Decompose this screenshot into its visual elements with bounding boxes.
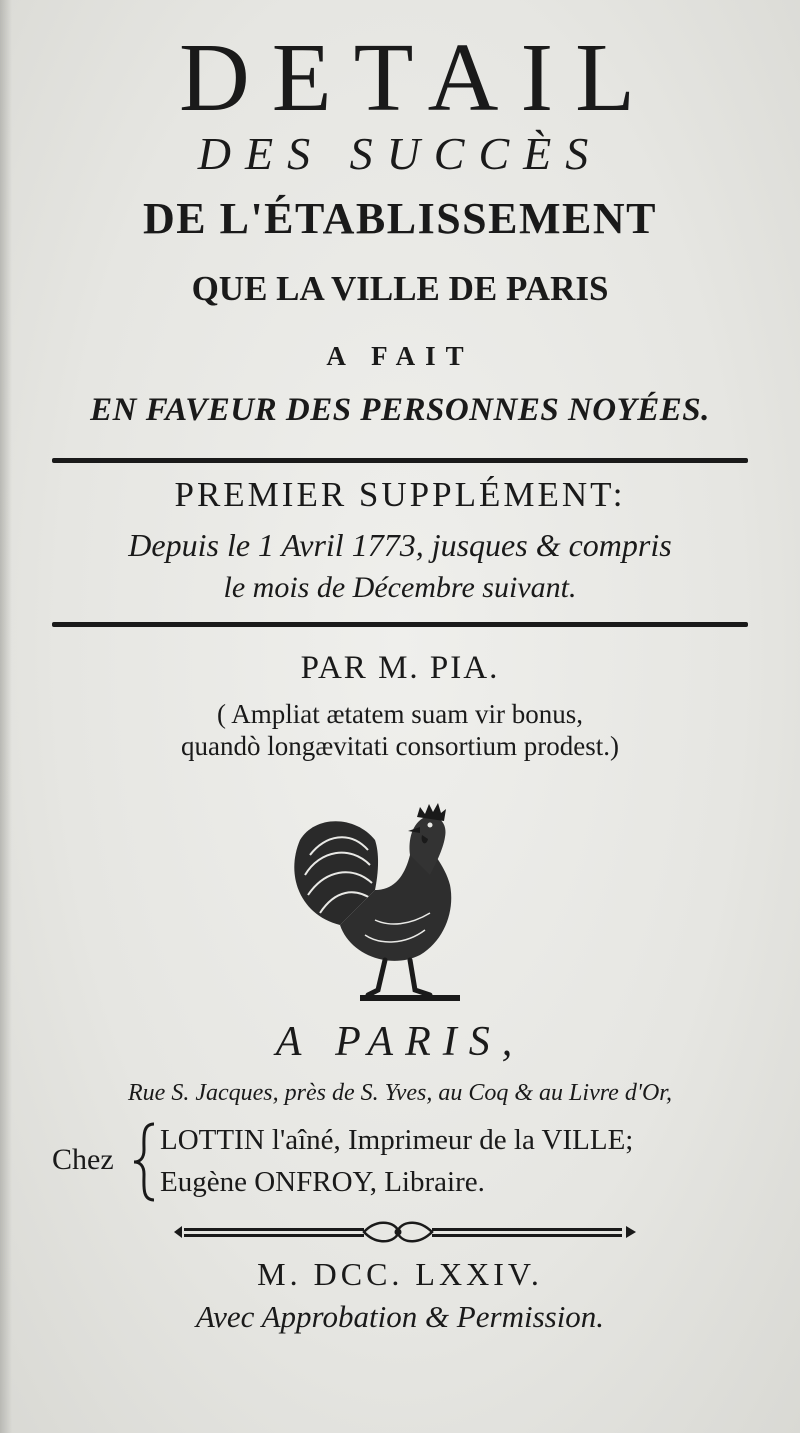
title-line-faveur: EN FAVEUR DES PERSONNES NOYÉES. — [90, 392, 710, 428]
title-line-a-fait: A FAIT — [326, 341, 474, 371]
title-line-succes: DES SUCCÈS — [197, 128, 603, 179]
printer-line: LOTTIN l'aîné, Imprimeur de la VILLE; — [160, 1124, 634, 1156]
author-line: PAR M. PIA. — [300, 650, 500, 686]
title-main: DETAIL — [179, 24, 657, 132]
chez-label: Chez — [52, 1143, 114, 1176]
imprint-address: Rue S. Jacques, près de S. Yves, au Coq & au Livre d'Or, — [128, 1080, 672, 1106]
bookseller-line: Eugène ONFROY, Libraire. — [160, 1166, 485, 1198]
publisher-block — [52, 1120, 752, 1210]
epigraph-line-2: quandò longævitati consortium prodest.) — [181, 731, 619, 761]
supplement-heading: PREMIER SUPPLÉMENT: — [174, 475, 626, 514]
title-line-etablissement: DE L'ÉTABLISSEMENT — [142, 194, 657, 243]
ornamental-rule-icon — [170, 1218, 640, 1246]
horizontal-rule-bottom — [52, 622, 748, 627]
title-line-ville: QUE LA VILLE DE PARIS — [191, 269, 609, 308]
epigraph-line-1: ( Ampliat ætatem suam vir bonus, — [217, 699, 583, 729]
publication-date: M. DCC. LXXIV. — [257, 1256, 543, 1292]
supplement-date-range: Depuis le 1 Avril 1773, jusques & compris — [128, 527, 672, 563]
supplement-date-range-end: le mois de Décembre suivant. — [223, 571, 577, 604]
rooster-icon — [280, 795, 480, 1010]
imprint-city: A PARIS, — [275, 1019, 525, 1065]
curly-brace-icon — [130, 1120, 160, 1204]
approbation-line: Avec Approbation & Permission. — [195, 1299, 605, 1334]
horizontal-rule-top — [52, 458, 748, 463]
